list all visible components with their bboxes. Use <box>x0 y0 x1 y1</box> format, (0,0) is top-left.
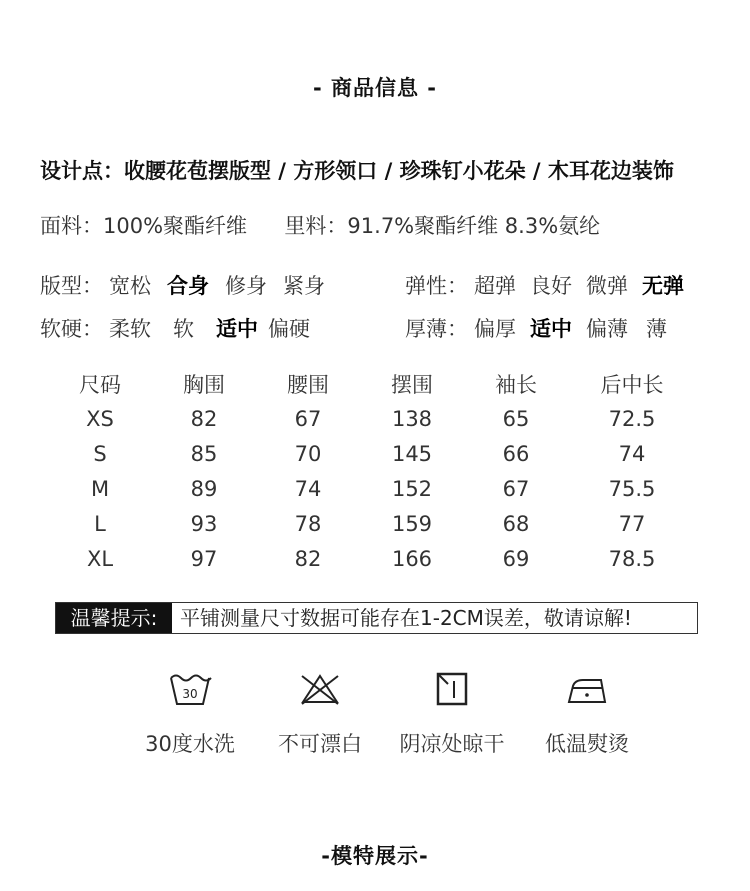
table-cell: 70 <box>294 441 322 466</box>
table-cell: 166 <box>391 546 433 571</box>
table-cell: 67 <box>502 476 530 501</box>
care-label: 阴凉处晾干 <box>399 732 505 756</box>
table-cell: 69 <box>502 546 530 571</box>
table-cell: XS <box>86 406 114 431</box>
tip-label: 温馨提示: <box>56 603 172 633</box>
size-table-header <box>48 366 696 401</box>
design-points: 设计点：收腰花苞摆版型 / 方形领口 / 珍珠钉小花朵 / 木耳花边装饰 <box>40 159 674 183</box>
fit-row <box>40 270 325 300</box>
softness-option: 柔软 <box>109 317 151 341</box>
table-cell: 159 <box>391 511 433 536</box>
softness-row <box>40 313 310 343</box>
table-cell: 66 <box>502 441 530 466</box>
fit-option: 宽松 <box>109 274 151 298</box>
fit-option: 修身 <box>225 274 267 298</box>
elasticity-option-selected: 无弹 <box>642 274 684 298</box>
section-model-title: -模特展示- <box>321 844 429 868</box>
wash-30-icon <box>168 670 212 708</box>
table-cell: 82 <box>190 406 218 431</box>
fit-option: 紧身 <box>283 274 325 298</box>
size-table <box>48 366 696 576</box>
care-label: 低温熨烫 <box>545 732 629 756</box>
thickness-option: 薄 <box>646 317 667 341</box>
header-cell: 胸围 <box>183 372 225 397</box>
elasticity-row <box>405 270 684 300</box>
table-row <box>48 401 696 436</box>
table-cell: 78.5 <box>608 546 656 571</box>
table-cell: 89 <box>190 476 218 501</box>
lining-label: 里料： <box>284 214 348 238</box>
table-row <box>48 506 696 541</box>
header-cell: 摆围 <box>391 372 433 397</box>
thickness-option: 偏厚 <box>474 317 516 341</box>
table-cell: 152 <box>391 476 433 501</box>
tip-text: 平铺测量尺寸数据可能存在1-2CM误差，敬请谅解! <box>180 606 632 630</box>
low-iron-icon <box>565 670 609 708</box>
header-cell: 腰围 <box>287 372 329 397</box>
fit-label: 版型： <box>40 274 103 298</box>
table-cell: L <box>94 511 106 536</box>
table-cell: 97 <box>190 546 218 571</box>
lining-value: 91.7%聚酯纤维 8.3%氨纶 <box>347 214 601 238</box>
care-item-no-bleach <box>250 670 390 758</box>
tip-box <box>55 602 698 634</box>
care-label: 不可漂白 <box>278 732 362 756</box>
fabric-line <box>40 210 600 240</box>
table-cell: 82 <box>294 546 322 571</box>
elasticity-label: 弹性： <box>405 274 468 298</box>
elasticity-option: 超弹 <box>474 274 516 298</box>
softness-option: 软 <box>173 317 194 341</box>
table-cell: 93 <box>190 511 218 536</box>
shade-dry-icon <box>430 670 474 708</box>
thickness-label: 厚薄： <box>405 317 468 341</box>
table-row <box>48 541 696 576</box>
elasticity-option: 良好 <box>530 274 572 298</box>
softness-option-selected: 适中 <box>216 317 258 341</box>
fabric-value: 100%聚酯纤维 <box>103 214 248 238</box>
header-cell: 尺码 <box>79 372 121 397</box>
fit-option-selected: 合身 <box>167 274 209 298</box>
table-cell: 74 <box>294 476 322 501</box>
table-cell: 65 <box>502 406 530 431</box>
header-cell: 袖长 <box>495 372 537 397</box>
softness-option: 偏硬 <box>268 317 310 341</box>
thickness-option-selected: 适中 <box>530 317 572 341</box>
table-cell: XL <box>86 546 114 571</box>
no-bleach-icon <box>298 670 342 708</box>
elasticity-option: 微弹 <box>586 274 628 298</box>
care-item-wash <box>120 670 260 758</box>
table-cell: S <box>93 441 107 466</box>
table-cell: 78 <box>294 511 322 536</box>
table-cell: 77 <box>618 511 646 536</box>
table-cell: 145 <box>391 441 433 466</box>
wash-temperature: 30 <box>182 687 198 701</box>
table-cell: 74 <box>618 441 646 466</box>
table-cell: 85 <box>190 441 218 466</box>
header-cell: 后中长 <box>600 372 664 397</box>
table-cell: 72.5 <box>608 406 656 431</box>
fabric-label: 面料： <box>40 214 103 238</box>
care-item-low-iron <box>517 670 657 758</box>
table-cell: 67 <box>294 406 322 431</box>
care-item-shade-dry <box>382 670 522 758</box>
table-cell: M <box>90 476 110 501</box>
softness-label: 软硬： <box>40 317 103 341</box>
table-row <box>48 471 696 506</box>
table-cell: 138 <box>391 406 433 431</box>
table-cell: 68 <box>502 511 530 536</box>
thickness-row <box>405 313 667 343</box>
thickness-option: 偏薄 <box>586 317 628 341</box>
table-cell: 75.5 <box>608 476 656 501</box>
table-row <box>48 436 696 471</box>
care-label: 30度水洗 <box>145 732 235 756</box>
section-info-title: - 商品信息 - <box>312 76 438 100</box>
